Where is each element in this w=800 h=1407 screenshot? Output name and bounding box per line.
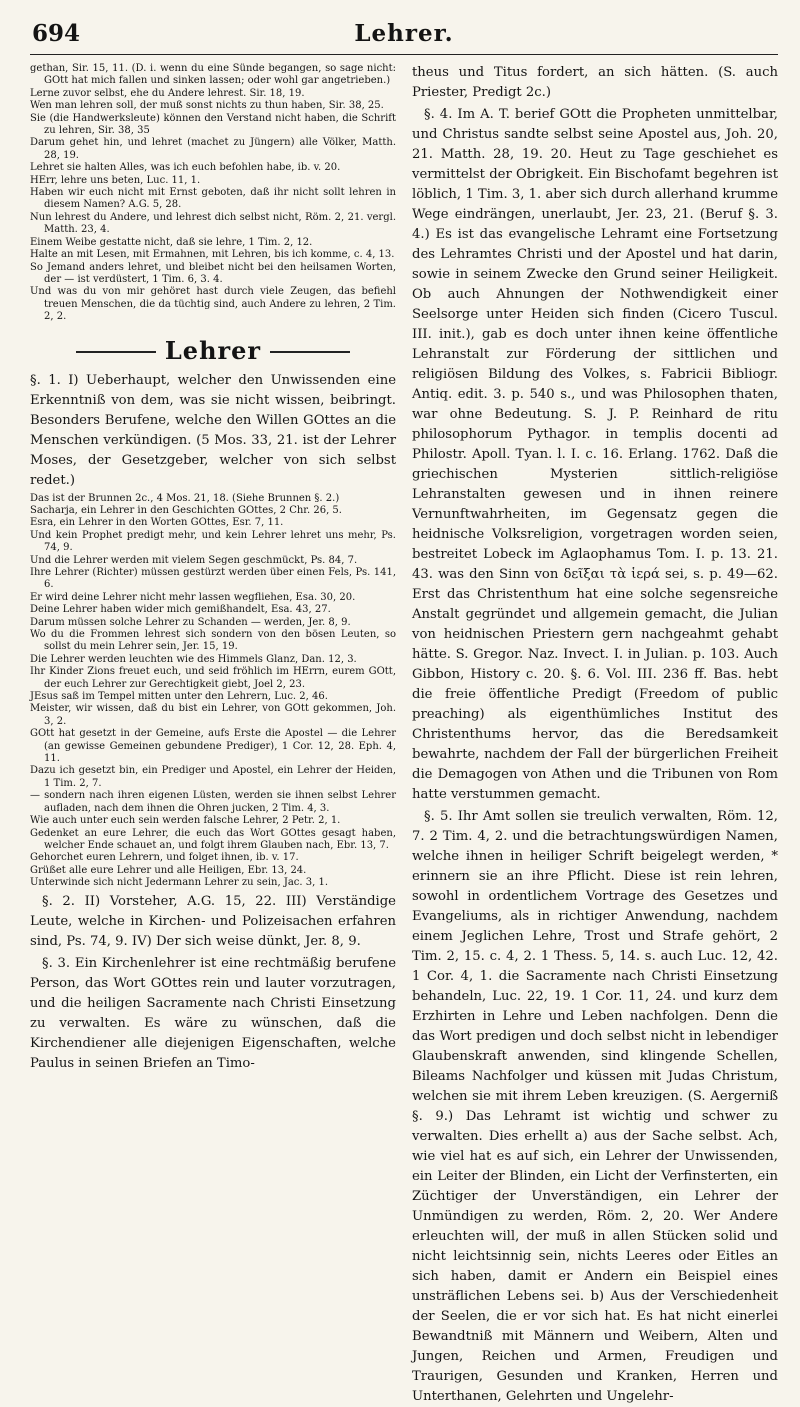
left-column [30, 63, 396, 1407]
scripture-citation: Und was du von mir gehöret hast durch viele Zeugen, das befiehl treuen Menschen, die da tüchtig sind, auch Andere zu lehren, 2 Tim. 2, 2. [30, 286, 396, 323]
scripture-citation: Einem Weibe gestatte nicht, daß sie lehre, 1 Tim. 2, 12. [30, 236, 313, 248]
section-paragraph: §. 5. Ihr Amt sollen sie treulich verwalten, Röm. 12, 7. 2 Tim. 4, 2. und die betrachtungswürdigen Namen, welche ihnen in heiliger Schrift beigelegt werden, * erinnern sie an ihre Pflicht. Diese ist rein lehren, sowohl in ordentlichem Vortrage des Gesetzes und Evangeliums, als in richtiger Anwendung, nachdem einem Jeglichen Lehre, Trost und Strafe gehört, 2 Tim. 2, 15. c. 4, 2. 1 Thess. 5, 14. s. auch Luc. 12, 42. 1 Cor. 4, 1. die Sacramente nach Christi Einsetzung behandeln, Luc. 22, 19. 1 Cor. 11, 24. und kurz dem Erzhirten in Lehre und Leben nachfolgen. Denn die das Wort predigen und doch selbst nicht in lebendiger Glaubenskraft anwenden, sind klingende Schellen, Bileams Nachfolger und küssen mit Judas Christum, welchen sie mit ihrem Leben kreuzigen. (S. Aergerniß §. 9.) Das Lehramt ist wichtig und schwer zu verwalten. Dies erhellt a) aus der Sache selbst. Ach, wie viel hat es auf sich, ein Lehrer der Unwissenden, ein Leiter der Blinden, ein Licht der Verfinsterten, ein Züchtiger der Unverständigen, ein Lehrer der Unmündigen zu werden, Röm. 2, 20. Wer Andere erleuchten will, der muß in allen Stücken solid und nicht leichtsinnig sein, nichts Leeres oder Eitles an sich haben, damit er Andern ein Beispiel eines unsträflichen Lebens sei. b) Aus der Verschiedenheit der Seelen, die er vor sich hat. Es hat nicht einerlei Bewandtniß mit Männern und Weibern, Alten und Jungen, Reichen und Armen, Freudigen und Traurigen, Gesunden und Kranken, Herren und Unterthanen, Gelehrten und Ungelehr- [412, 809, 778, 1404]
scripture-citation: Darum müssen solche Lehrer zu Schanden — werden, Jer. 8, 9. [30, 616, 351, 628]
section-paragraph: §. 2. II) Vorsteher, A.G. 15, 22. III) Verständige Leute, welche in Kirchen- und Polizeisachen erfahren sind, Ps. 74, 9. IV) Der sich weise dünkt, Jer. 8, 9. [30, 893, 396, 949]
scripture-citation: So Jemand anders lehret, und bleibet nicht bei den heilsamen Worten, der — ist verdüstert, 1 Tim. 6, 3. 4. [30, 261, 396, 285]
scripture-citation: Sie (die Handwerksleute) können den Verstand nicht haben, die Schrift zu lehren, Sir. 38, 35 [30, 112, 396, 137]
scripture-citation: HErr, lehre uns beten, Luc. 11, 1. [30, 174, 201, 186]
scripture-citation: Deine Lehrer haben wider mich gemißhandelt, Esa. 43, 27. [30, 604, 331, 616]
page-number: 694 [32, 20, 81, 47]
scripture-citation: Gehorchet euren Lehrern, und folget ihnen, ib. v. 17. [30, 852, 299, 864]
scripture-citation: Esra, ein Lehrer in den Worten GOttes, Esr. 7, 11. [30, 517, 284, 529]
scripture-citation: Und die Lehrer werden mit vielem Segen geschmückt, Ps. 84, 7. [30, 554, 358, 566]
scripture-citation: JEsus saß im Tempel mitten unter den Lehrern, Luc. 2, 46. [30, 691, 328, 703]
scripture-citation: Grüßet alle eure Lehrer und alle Heiligen, Ebr. 13, 24. [30, 864, 307, 876]
scripture-citation: Halte an mit Lesen, mit Ermahnen, mit Lehren, bis ich komme, c. 4, 13. [30, 249, 395, 261]
scripture-citation: Wie auch unter euch sein werden falsche Lehrer, 2 Petr. 2, 1. [30, 815, 341, 827]
running-head: Lehrer. [354, 20, 454, 47]
page-header [30, 16, 778, 55]
scripture-citation: Haben wir euch nicht mit Ernst geboten, daß ihr nicht sollt lehren in diesem Namen? A.G. 5, 28. [30, 187, 396, 211]
scripture-citation: Gedenket an eure Lehrer, die euch das Wort GOttes gesagt haben, welcher Ende schauet an, und folgt ihrem Glauben nach, Ebr. 13, 7. [30, 827, 396, 851]
scripture-citation: Wo du die Frommen lehrest sich sondern von den bösen Leuten, so sollst du mein Lehrer sein, Jer. 15, 19. [30, 629, 396, 653]
scripture-citation: Ihre Lehrer (Richter) müssen gestürzt werden über einen Fels, Ps. 141, 6. [30, 566, 396, 591]
scripture-citation: gethan, Sir. 15, 11. (D. i. wenn du eine Sünde begangen, so sage nicht: GOtt hat mich fallen und sinken lassen; oder wohl gar angetrieben.) [30, 63, 396, 87]
section-paragraph: §. 1. I) Ueberhaupt, welcher den Unwissenden eine Erkenntniß von dem, was sie nicht wissen, beibringt. Besonders Berufene, welche den Willen GOttes an die Menschen verkündigen. (5 Mos. 33, 21. ist der Lehrer Moses, der Gesetzgeber, welcher von sich selbst redet.) [30, 372, 396, 488]
scripture-citation: Das ist der Brunnen 2c., 4 Mos. 21, 18. (Siehe Brunnen §. 2.) [30, 492, 340, 504]
scripture-citation: Lehret sie halten Alles, was ich euch befohlen habe, ib. v. 20. [30, 162, 341, 174]
scripture-citation: Die Lehrer werden leuchten wie des Himmels Glanz, Dan. 12, 3. [30, 653, 357, 665]
scripture-citation: Nun lehrest du Andere, und lehrest dich selbst nicht, Röm. 2, 21. vergl. Matth. 23, 4. [30, 211, 396, 236]
scripture-citation: Ihr Kinder Zions freuet euch, und seid fröhlich im HErrn, eurem GOtt, der euch Lehrer zur Gerechtigkeit giebt, Joel 2, 23. [30, 666, 396, 690]
text-columns [30, 63, 778, 1407]
entry-title: Lehrer [164, 335, 262, 365]
entry-heading [30, 336, 396, 365]
right-column [412, 63, 778, 1407]
scripture-citation: Lerne zuvor selbst, ehe du Andere lehrest. Sir. 18, 19. [30, 87, 305, 99]
heading-rule-right [270, 351, 350, 352]
scripture-citation: GOtt hat gesetzt in der Gemeine, aufs Erste die Apostel — die Lehrer (an gewisse Gemeinen gebundene Prediger), 1 Cor. 12, 28. Eph. 4, 11. [30, 728, 396, 765]
scripture-citation: Er wird deine Lehrer nicht mehr lassen wegfliehen, Esa. 30, 20. [30, 591, 356, 603]
heading-rule-left [76, 351, 156, 352]
scripture-citation: Dazu ich gesetzt bin, ein Prediger und Apostel, ein Lehrer der Heiden, 1 Tim. 2, 7. [30, 765, 396, 789]
scripture-citation: Darum gehet hin, und lehret (machet zu Jüngern) alle Völker, Matth. 28, 19. [30, 137, 396, 161]
section-paragraph: §. 3. Ein Kirchenlehrer ist eine rechtmäßig berufene Person, das Wort GOttes rein und lauter vorzutragen, und die heiligen Sacramente nach Christi Einsetzung zu verwalten. Es wäre zu wünschen, daß die Kirchendiener alle diejenigen Eigenschaften, welche Paulus in seinen Briefen an Timo- [30, 955, 396, 1071]
scripture-citation: Wen man lehren soll, der muß sonst nichts zu thun haben, Sir. 38, 25. [30, 100, 384, 112]
scripture-citation: Und kein Prophet predigt mehr, und kein Lehrer lehret uns mehr, Ps. 74, 9. [30, 529, 396, 554]
scripture-citation: — sondern nach ihren eigenen Lüsten, werden sie ihnen selbst Lehrer aufladen, nach dem ihnen die Ohren jucken, 2 Tim. 4, 3. [30, 790, 396, 814]
section-paragraph: theus und Titus fordert, an sich hätten. (S. auch Priester, Predigt 2c.) [412, 65, 778, 100]
section-paragraph: §. 4. Im A. T. berief GOtt die Propheten unmittelbar, und Christus sandte selbst seine Apostel aus, Joh. 20, 21. Matth. 28, 19. 20. Heut zu Tage geschiehet es vermittelst der Obrigkeit. Ein Bischofamt begehren ist löblich, 1 Tim. 3, 1. aber sich durch allerhand krumme Wege eindrängen, unerlaubt, Jer. 23, 21. (Beruf §. 3. 4.) Es ist das evangelische Lehramt eine Fortsetzung des Lehramtes Christi und der Apostel und hat darin, sowie in seinem Zwecke den Grund seiner Heiligkeit. Ob auch Ahnungen der Nothwendigkeit einer Seelsorge unter Heiden sich finden (Cicero Tuscul. III. init.), gab es doch unter ihnen keine öffentliche Lehranstalt zur Förderung der sittlichen und religiösen Bildung des Volkes, s. Fabricii Bibliogr. Antiq. edit. 3. p. 540 s., und was Philosophen thaten, war ohne Bedeutung. S. J. P. Reinhard de ritu philosophorum Pythagor. in templis docenti ad Philostr. Apoll. Tyan. l. I. c. 16. Erlang. 1762. Daß die griechischen Mysterien sittlich-religiöse Lehranstalten gewesen und in ihnen reinere Vernunftwahrheiten, im Gegensatz gegen die heidnische Volksreligion, vorgetragen worden seien, bestreitet Lobeck im Aglaophamus Tom. I. p. 13. 21. 43. was den Sinn von δεῖξαι τὰ ἱερά sei, s. p. 49—62. Erst das Christenthum hat eine solche segensreiche Anstalt gegründet und allgemein gemacht, die Julian von heidnischen Priestern gern nachgeahmt gehabt hätte. S. Gregor. Naz. Invect. I. in Julian. p. 103. Auch Gibbon, History c. 20. §. 6. Vol. III. 236 ff. Bas. hebt die freie öffentliche Predigt (Freedom of public preaching) als eigenthümliches Institut des Christenthums hervor, das die Beredsamkeit bewahrte, nachdem der Fall der bürgerlichen Freiheit die Demagogen von Athen und die Tribunen von Rom hatte verstummen gemacht. [412, 107, 778, 802]
scripture-citation: Meister, wir wissen, daß du bist ein Lehrer, von GOtt gekommen, Joh. 3, 2. [30, 703, 396, 727]
scripture-citation: Sacharja, ein Lehrer in den Geschichten GOttes, 2 Chr. 26, 5. [30, 504, 342, 516]
scripture-citation: Unterwinde sich nicht Jedermann Lehrer zu sein, Jac. 3, 1. [30, 877, 329, 889]
